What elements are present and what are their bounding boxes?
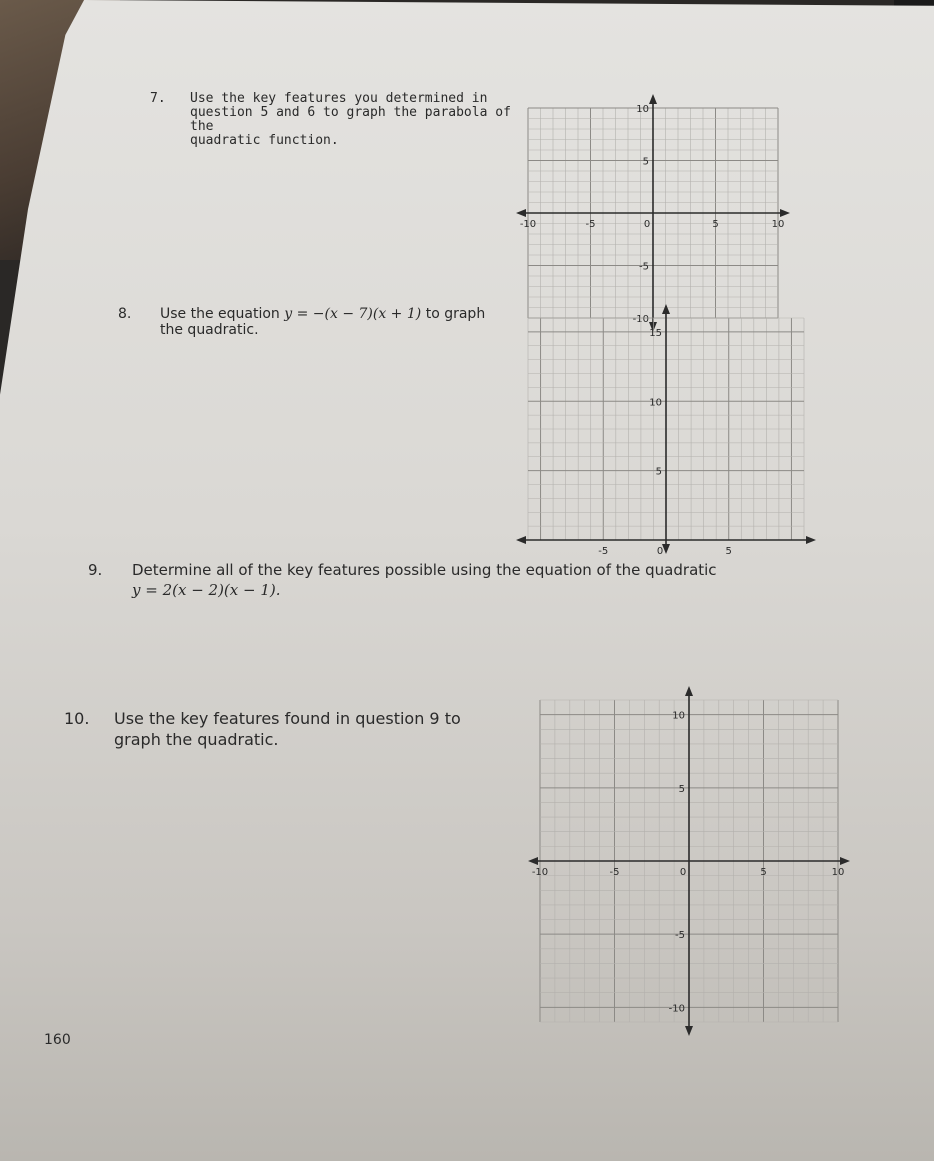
graph-q8-y-tick-label: 15 xyxy=(649,327,662,339)
graph-q7-x-tick-label: -5 xyxy=(585,219,596,230)
graph-q10-x-tick-label: 10 xyxy=(831,867,845,878)
graph-q7-y-tick-label: 5 xyxy=(642,156,649,168)
question-8-text xyxy=(160,306,520,338)
question-8-text-before: Use the equation xyxy=(160,306,285,322)
graph-q8-x-tick-label: -5 xyxy=(598,546,609,557)
question-8-text-after: to graph the quadratic. xyxy=(160,306,486,338)
question-10-text: Use the key features found in question 9 to graph the quadratic. xyxy=(114,709,461,749)
question-7-text: Use the key features you determined in question 5 and 6 to graph the parabola of the quadratic function. xyxy=(190,91,511,148)
graph-q8-grid[interactable] xyxy=(528,318,804,576)
graph-q10-y-tick-label: -10 xyxy=(668,1003,685,1015)
graph-q10-x-arrow-right xyxy=(840,857,850,865)
graph-q10-grid[interactable] xyxy=(531,700,852,1022)
graph-q8-y-tick-label: 5 xyxy=(655,466,662,478)
graph-q10-x-tick-label: -10 xyxy=(531,867,549,878)
page-number: 160 xyxy=(44,1032,71,1048)
graph-q10-x-tick-label: 5 xyxy=(760,867,767,878)
question-9-text: Determine all of the key features possible using the equation of the quadratic xyxy=(132,561,717,579)
question-7-number: 7. xyxy=(150,91,166,106)
graph-q8-y-tick-label: 10 xyxy=(649,397,662,409)
graph-q7-x-tick-label: 5 xyxy=(712,219,719,230)
question-8-number: 8. xyxy=(118,306,132,322)
graph-q7-x-tick-label: 10 xyxy=(771,219,785,230)
graph-q7-x-tick-label: -10 xyxy=(519,219,537,230)
graph-q10-x-tick-label: 0 xyxy=(679,867,687,878)
graph-q10-y-tick-label: 5 xyxy=(678,783,685,795)
graph-q10-y-tick-label: 10 xyxy=(672,710,685,722)
graph-q7[interactable] xyxy=(519,104,785,325)
graph-q10[interactable] xyxy=(531,700,852,1022)
question-8-equation: y = −(x − 7)(x + 1) xyxy=(284,306,422,322)
graph-q7-grid[interactable] xyxy=(519,104,785,325)
graph-q8-x-tick-label: 5 xyxy=(725,546,732,557)
graph-q10-x-tick-label: -5 xyxy=(609,867,620,878)
question-9-equation: y = 2(x − 2)(x − 1). xyxy=(132,581,281,599)
question-10-number: 10. xyxy=(64,709,90,728)
graph-q7-y-tick-label: -10 xyxy=(632,314,649,325)
graph-q10-y-tick-label: -5 xyxy=(675,930,685,942)
graph-q7-y-tick-label: -5 xyxy=(639,261,649,273)
question-9-number: 9. xyxy=(88,561,103,579)
graph-q8[interactable] xyxy=(528,318,804,576)
graph-q7-y-tick-label: 10 xyxy=(636,104,649,115)
graph-q8-y-arrow-down xyxy=(662,544,670,554)
graph-q8-x-tick-label: 0 xyxy=(656,546,664,557)
graph-q7-x-tick-label: 0 xyxy=(643,219,651,230)
